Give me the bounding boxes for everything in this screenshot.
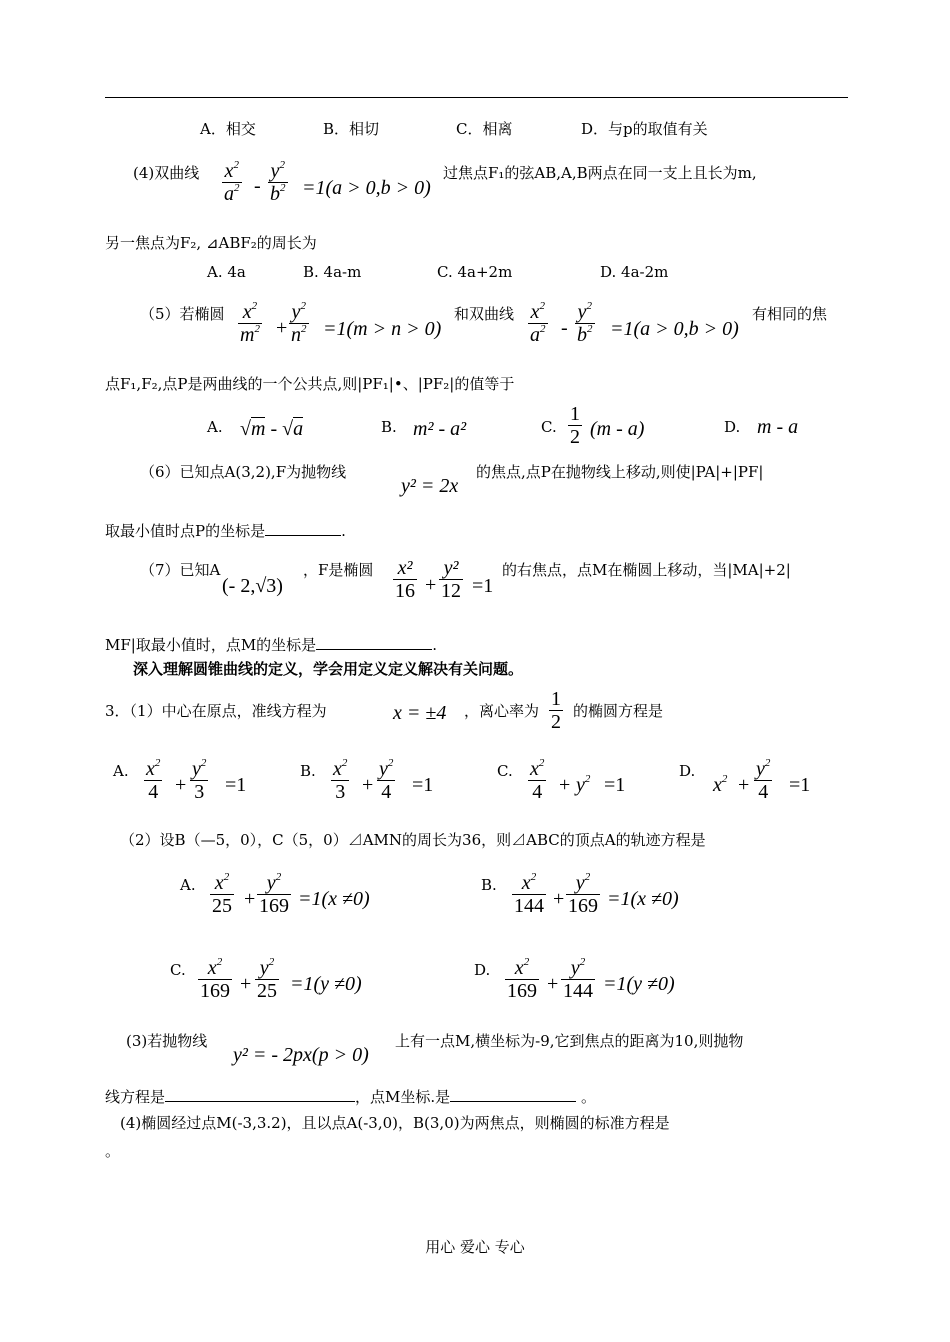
p3-2-d-plus: + [547, 973, 559, 995]
p3-2-text: （2）设B（—5，0），C（5，0）⊿AMN的周长为36，则⊿ABC的顶点A的轨迹方程是 [120, 831, 706, 849]
q5-tail: 有相同的焦 [752, 305, 828, 323]
q5-option-a-expr: √m - √a [240, 418, 304, 440]
p3-mid: ，离心率为 [464, 702, 540, 720]
p3-3-parabola: y² = - 2px(p > 0) [233, 1044, 369, 1066]
p3-3-blank-equation[interactable] [165, 1087, 355, 1102]
p3-d-frac-y: $\frac{y^2}{4}$ [756, 757, 771, 803]
q7-mid: ，F是椭圆 [303, 561, 374, 579]
q5-line2: 点F₁,F₂,点P是两曲线的一个公共点,则|PF₁|•、|PF₂|的值等于 [105, 375, 515, 393]
header-rule [105, 97, 848, 98]
p3-3-blank-point[interactable] [450, 1087, 576, 1102]
option-d: D．与p的取值有关 [581, 120, 708, 138]
p3-2-c-frac-x: $\frac{x^2}{169}$ [200, 956, 230, 1002]
q4-label: (4)双曲线 [133, 164, 200, 182]
p3-option-d: D. [679, 762, 696, 780]
q5-option-c-expr: (m - a) [590, 418, 645, 440]
q5-frac-y: $\frac{y^2}{n^2}$ [291, 300, 307, 346]
p3-directrix: x = ±4 [393, 702, 447, 724]
q5-mid: 和双曲线 [454, 305, 515, 323]
p3-d-x2: $x^2$ [713, 773, 728, 796]
p3-2-d-cond: =1(y ≠0) [603, 973, 675, 995]
q4-text: 过焦点F₁的弦AB,A,B两点在同一支上且长为m, [443, 164, 757, 182]
p3-2-c-cond: =1(y ≠0) [290, 973, 362, 995]
q7-eq: =1 [472, 575, 494, 597]
p3-2-a-frac-x: $\frac{x^2}{25}$ [212, 871, 232, 917]
q5-frac-y2: $\frac{y^2}{b^2}$ [577, 300, 593, 346]
q4-option-a: A. 4a [207, 263, 246, 281]
p3-4-text: (4)椭圆经过点M(-3,3.2)，且以点A(-3,0)，B(3,0)为两焦点，则椭圆的标准方程是 [120, 1114, 670, 1132]
p3-2-option-c: C. [170, 961, 186, 979]
q5-label: （5）若椭圆 [140, 305, 225, 323]
q7-answer-blank[interactable] [316, 635, 432, 650]
q6-label: （6）已知点A(3,2),F为抛物线 [140, 463, 347, 481]
q5-frac-x: $\frac{x^2}{m^2}$ [240, 300, 260, 346]
p3-2-b-cond: =1(x ≠0) [607, 888, 679, 910]
p3-3-label: (3)若抛物线 [126, 1032, 208, 1050]
p3-2-c-plus: + [240, 973, 252, 995]
q5-option-a: A. [207, 418, 223, 436]
p3-option-c: C. [497, 762, 513, 780]
p3-c-eq: =1 [604, 774, 626, 796]
q5-option-c: C. [541, 418, 557, 436]
q6-tail: 的焦点,点P在抛物线上移动,则使|PA|+|PF| [476, 463, 764, 481]
p3-a-frac-y: $\frac{y^2}{3}$ [192, 757, 207, 803]
p3-2-d-frac-x: $\frac{x^2}{169}$ [507, 956, 537, 1002]
p3-d-eq: =1 [789, 774, 811, 796]
option-c: C．相离 [456, 120, 513, 138]
p3-option-b: B. [300, 762, 316, 780]
p3-eccentricity: $\frac{1}{2}$ [551, 688, 561, 733]
q4-condition: =1(a > 0,b > 0) [302, 177, 431, 199]
q5-condition-1: =1(m > n > 0) [323, 318, 442, 340]
q5-option-b: B. [381, 418, 397, 436]
p3-2-option-b: B. [481, 876, 497, 894]
q4-minus: - [254, 175, 261, 197]
p3-2-option-a: A. [180, 876, 196, 894]
q7-tail: 的右焦点，点M在椭圆上移动，当|MA|+2| [502, 561, 791, 579]
q6-line2: 取最小值时点P的坐标是 . [105, 522, 346, 540]
q5-condition-2: =1(a > 0,b > 0) [610, 318, 739, 340]
p3-2-a-frac-y: $\frac{y^2}{169}$ [259, 871, 289, 917]
q4-line2: 另一焦点为F₂, ⊿ABF₂的周长为 [105, 234, 317, 252]
p3-2-a-cond: =1(x ≠0) [298, 888, 370, 910]
p3-2-option-d: D. [474, 961, 491, 979]
q4-frac-y: $\frac{y^2}{b^2}$ [270, 159, 286, 205]
q5-option-c-half: $\frac{1}{2}$ [570, 403, 580, 448]
p3-c-plus: + [559, 774, 571, 796]
option-b: B．相切 [323, 120, 380, 138]
q6-answer-blank[interactable] [265, 521, 341, 536]
q6-parabola: y² = 2x [401, 475, 459, 497]
q7-line2: MF|取最小值时，点M的坐标是 . [105, 636, 437, 654]
page-footer: 用心 爱心 专心 [425, 1238, 525, 1256]
option-a: A．相交 [200, 120, 256, 138]
p3-b-plus: + [362, 774, 374, 796]
q5-option-b-expr: m² - a² [413, 418, 467, 440]
q5-plus: + [276, 317, 288, 339]
p3-a-eq: =1 [225, 774, 247, 796]
p3-b-frac-y: $\frac{y^2}{4}$ [379, 757, 394, 803]
q5-option-d: D. [724, 418, 741, 436]
p3-2-b-frac-x: $\frac{x^2}{144}$ [514, 871, 544, 917]
q7-point: (- 2,√3) [222, 575, 283, 597]
q5-minus: - [561, 317, 568, 339]
q4-option-d: D. 4a-2m [600, 263, 669, 281]
q7-frac-x: $\frac{\text{x²}}{16}$ [395, 557, 415, 602]
q5-frac-x2: $\frac{x^2}{a^2}$ [530, 300, 546, 346]
q4-option-b: B. 4a-m [303, 263, 362, 281]
q5-option-d-expr: m - a [757, 416, 799, 438]
q4-frac-x: $\frac{x^2}{a^2}$ [224, 159, 240, 205]
p3-2-d-frac-y: $\frac{y^2}{144}$ [563, 956, 593, 1002]
p3-b-frac-x: $\frac{x^2}{3}$ [333, 757, 348, 803]
p3-2-a-plus: + [244, 888, 256, 910]
q7-frac-y: $\frac{\text{y²}}{12}$ [441, 557, 461, 602]
p3-3-line2: 线方程是 ，点M坐标.是 。 [105, 1088, 596, 1106]
q7-plus: + [425, 574, 437, 596]
p3-tail: 的椭圆方程是 [573, 702, 664, 720]
q4-option-c: C. 4a+2m [437, 263, 513, 281]
p3-d-plus: + [738, 774, 750, 796]
p3-b-eq: =1 [412, 774, 434, 796]
p3-label: 3．（1）中心在原点，准线方程为 [105, 702, 327, 720]
section-heading: 深入理解圆锥曲线的定义，学会用定义定义解决有关问题。 [133, 660, 524, 678]
p3-c-y2: $y^2$ [576, 773, 591, 796]
q7-label: （7）已知A [140, 561, 221, 579]
p3-option-a: A. [113, 762, 129, 780]
p3-c-frac-x: $\frac{x^2}{4}$ [530, 757, 545, 803]
p3-2-b-plus: + [553, 888, 565, 910]
p3-3-tail: 上有一点M,横坐标为-9,它到焦点的距离为10,则抛物 [395, 1032, 744, 1050]
p3-a-plus: + [175, 774, 187, 796]
p3-2-b-frac-y: $\frac{y^2}{169}$ [568, 871, 598, 917]
p3-a-frac-x: $\frac{x^2}{4}$ [146, 757, 161, 803]
p3-2-c-frac-y: $\frac{y^2}{25}$ [257, 956, 277, 1002]
p3-4-line2: 。 [105, 1142, 121, 1160]
